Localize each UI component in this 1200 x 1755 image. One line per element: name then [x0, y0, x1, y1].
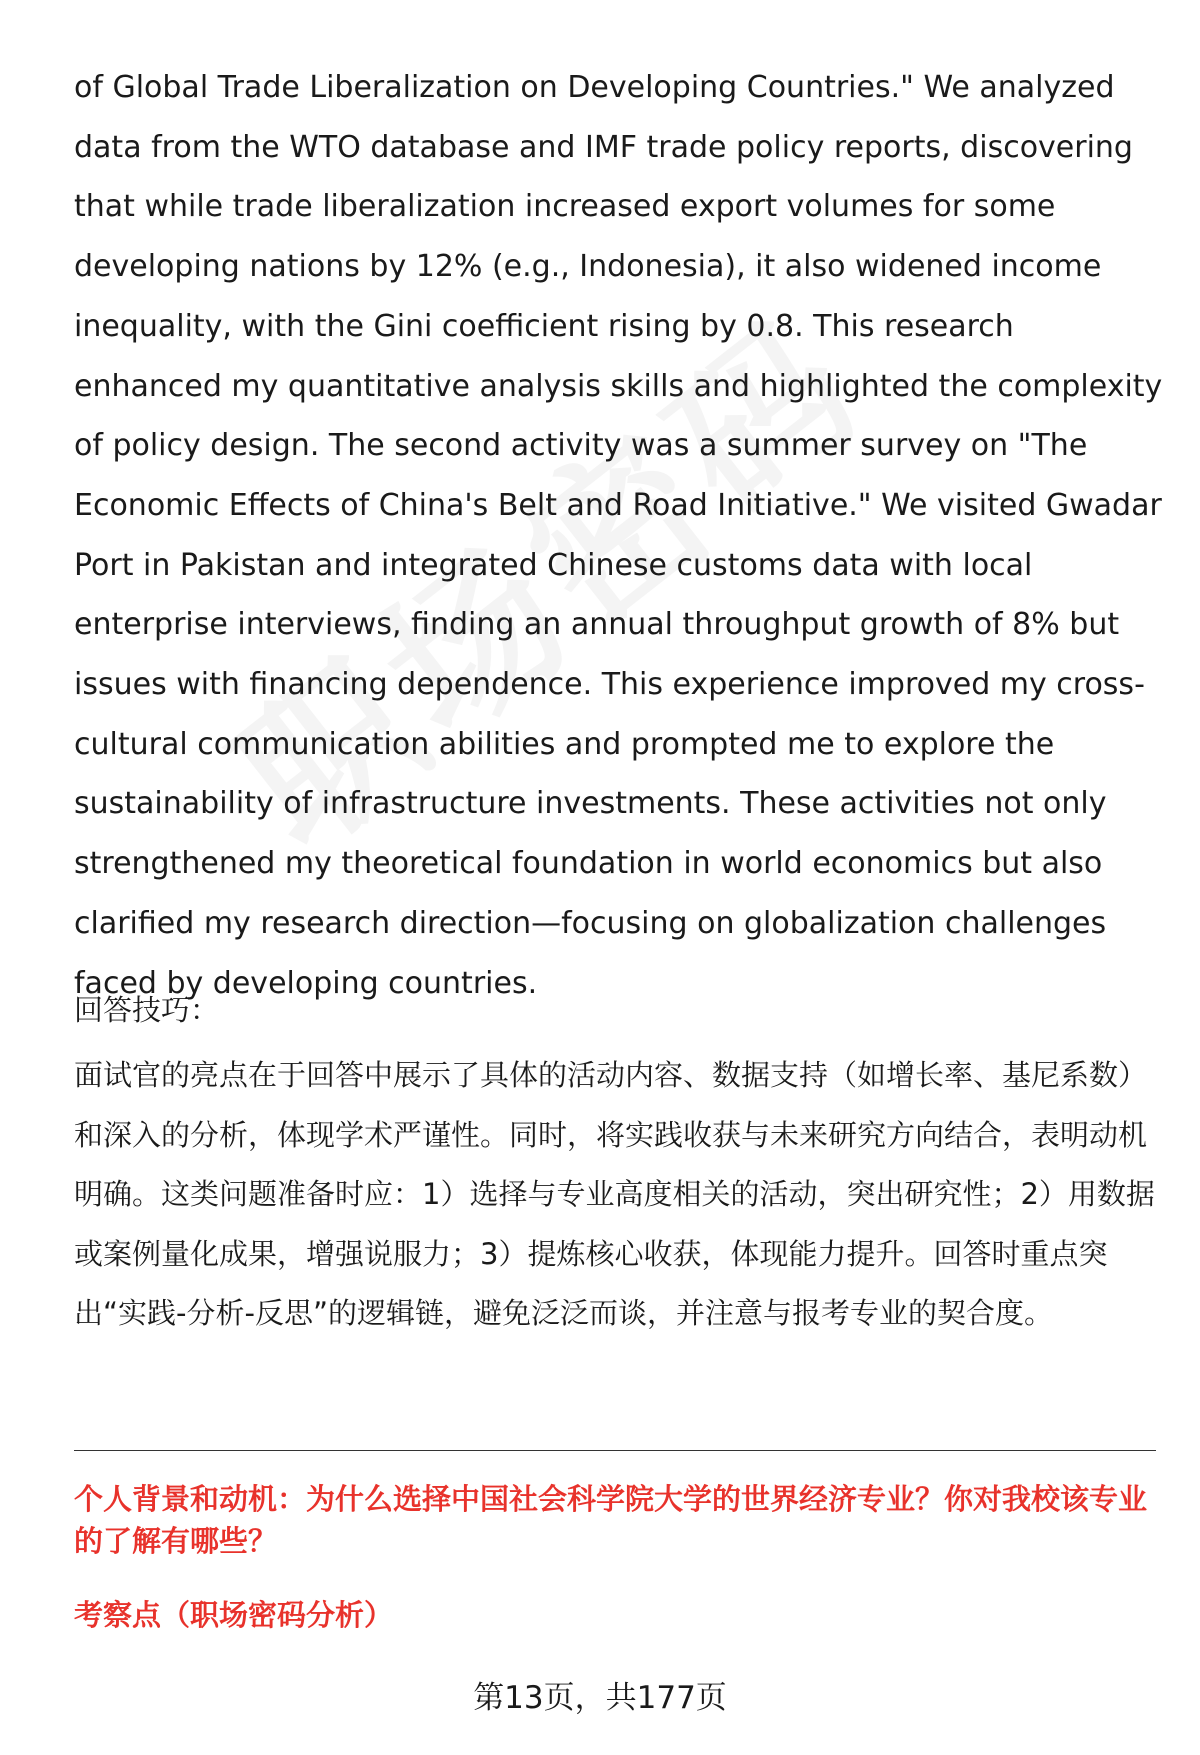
tips-paragraph: 面试官的亮点在于回答中展示了具体的活动内容、数据支持（如增长率、基尼系数）和深入的分析，体现学术严谨性。同时，将实践收获与未来研究方向结合，表明动机明确。这类问题准备时应：1）选择与专业高度相关的活动，突出研究性；2）用数据或案例量化成果，增强说服力；3）提炼核心收获，体现能力提升。回答时重点突出“实践-分析-反思”的逻辑链，避免泛泛而谈，并注意与报考专业的契合度。	[74, 1058, 1155, 1330]
section-divider	[74, 1450, 1156, 1451]
english-answer-paragraph: of Global Trade Liberalization on Developing Countries." We analyzed data from the WTO database and IMF trade policy reports, discovering that while trade liberalization increased export volumes for some developing nations by 12% (e.g., Indonesia), it also widened income inequality, with the Gini coefficient rising by 0.8. This research enhanced my quantitative analysis skills and highlighted the complexity of policy design. The second activity was a summer survey on "The Economic Effects of China's Belt and Road Initiative." We visited Gwadar Port in Pakistan and integrated Chinese customs data with local enterprise interviews, finding an annual throughput growth of 8% but issues with financing dependence. This experience improved my cross-cultural communication abilities and prompted me to explore the sustainability of infrastructure investments. These activities not only strengthened my theoretical foundation in world economics but also clarified my research direction—focusing on globalization challenges faced by developing countries.	[74, 70, 1163, 1001]
page-number-footer: 第13页，共177页	[473, 1680, 727, 1716]
analysis-subheading: 考察点（职场密码分析）	[74, 1598, 394, 1632]
next-question-heading: 个人背景和动机：为什么选择中国社会科学院大学的世界经济专业？你对我校该专业的了解有哪些？	[74, 1482, 1148, 1558]
tips-label: 回答技巧：	[74, 993, 220, 1027]
